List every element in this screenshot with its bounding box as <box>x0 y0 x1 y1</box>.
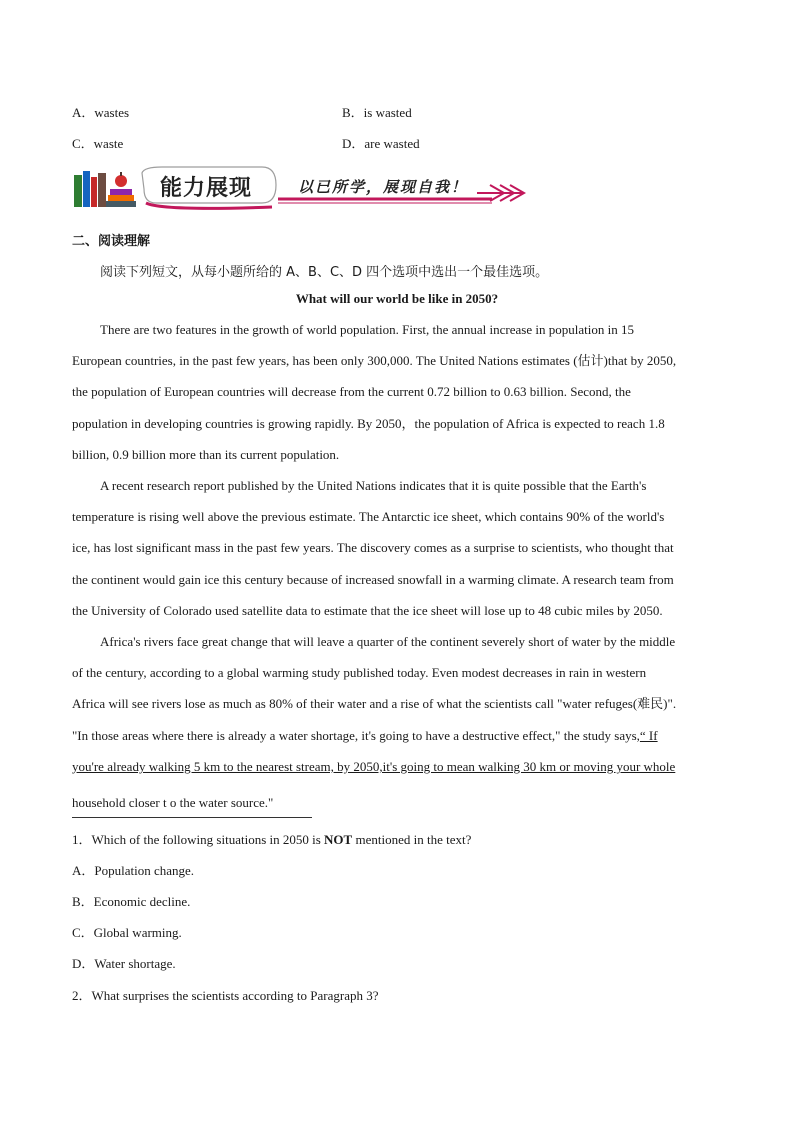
article-line: the continent would gain ice this century because of increased snowfall in a warming climate. A research team from <box>72 572 674 587</box>
ability-banner <box>72 163 532 213</box>
article-line: Africa's rivers face great change that will leave a quarter of the continent severely short of water by the middle <box>100 634 676 649</box>
prev-option-c: C．waste <box>72 136 124 151</box>
article-line: of the century, according to a global warming study published today. Even modest decreases in rain in western <box>72 665 647 680</box>
question-1-text: 1．Which of the following situations in 2050 is <box>72 832 325 847</box>
question-1-option-b: B．Economic decline. <box>72 894 191 909</box>
article-line: A recent research report published by the United Nations indicates that it is quite possible that the Earth's <box>100 478 647 493</box>
question-1-option-a: A．Population change. <box>72 863 195 878</box>
section-title: 二、阅读理解 <box>72 234 151 249</box>
article-line-text: "In those areas where there is already a water shortage, it's going to have a destructive effect," the study says, <box>72 728 640 743</box>
prev-option-b: B．is wasted <box>342 105 412 120</box>
article-line <box>72 728 658 744</box>
article-line: the University of Colorado used satellite data to estimate that the ice sheet will lose up to 48 cubic miles by 2050. <box>72 603 663 618</box>
article-line: There are two features in the growth of world population. First, the annual increase in population in 15 <box>100 322 634 337</box>
underline-rule <box>72 817 312 818</box>
article-line: household closer t o the water source." <box>72 795 274 810</box>
article-line: European countries, in the past few years, has been only 300,000. The United Nations estimates (估计)that by 2050, <box>72 353 677 368</box>
article-line: population in developing countries is growing rapidly. By 2050，the population of Africa is expected to reach 1.8 <box>72 416 665 431</box>
article-line: Africa will see rivers lose as much as 80% of their water and a rise of what the scientists call "water refuges(难民)". <box>72 696 677 711</box>
underlined-quote-start: “ If <box>639 728 658 743</box>
banner-slogan: 以已所学，展现自我！ <box>298 178 469 196</box>
article-line: billion, 0.9 billion more than its current population. <box>72 447 340 462</box>
question-1-bold: NOT <box>324 832 353 847</box>
article-line: ice, has lost significant mass in the past few years. The discovery comes as a surprise to scientists, who thought that <box>72 540 674 555</box>
question-1-stem <box>72 832 471 848</box>
section-instruction: 阅读下列短文，从每小题所给的 A、B、C、D 四个选项中选出一个最佳选项。 <box>100 265 549 280</box>
article-line: temperature is rising well above the previous estimate. The Antarctic ice sheet, which contains 90% of the world's <box>72 509 665 524</box>
prev-option-d: D．are wasted <box>342 136 420 151</box>
question-1-option-d: D．Water shortage. <box>72 956 176 971</box>
question-1-option-c: C．Global warming. <box>72 925 182 940</box>
banner-title: 能力展现 <box>160 176 253 201</box>
question-1-text-end: mentioned in the text? <box>352 832 472 847</box>
underlined-line: you're already walking 5 km to the nearest stream, by 2050,it's going to mean walking 30 km or moving your whole <box>72 759 676 774</box>
prev-option-a: A．wastes <box>72 105 130 120</box>
article-title: What will our world be like in 2050? <box>295 291 499 306</box>
question-2-stem: 2．What surprises the scientists according to Paragraph 3? <box>72 988 379 1003</box>
article-line: the population of European countries will decrease from the current 0.72 billion to 0.63 billion. Second, the <box>72 384 631 399</box>
